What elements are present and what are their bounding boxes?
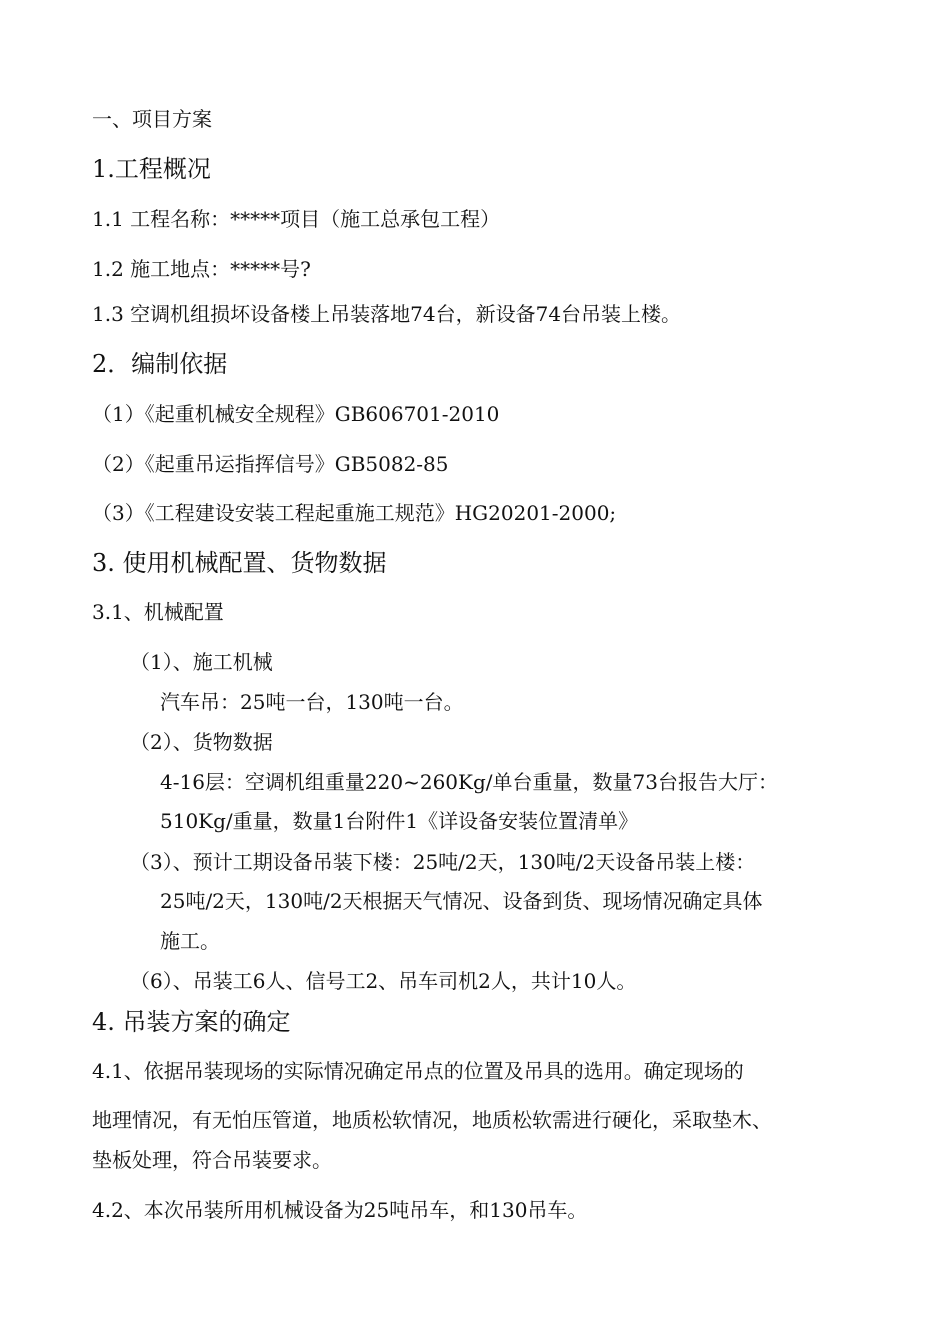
item-2-line-2: 510Kg/重量，数量1台附件1《详设备安装位置清单》 [160, 809, 639, 833]
reference-1: （1）《起重机械安全规程》GB606701-2010 [92, 402, 500, 426]
item-1-text: 汽车吊：25吨一台，130吨一台。 [160, 690, 464, 714]
heading-1: 1.工程概况 [92, 155, 211, 183]
item-3-line-3: 施工。 [160, 929, 220, 953]
para-4-1-line-2: 地理情况，有无怕压管道，地质松软情况，地质松软需进行硬化，采取垫木、 [92, 1108, 772, 1132]
item-3-line-1: （3）、预计工期设备吊装下楼：25吨/2天，130吨/2天设备吊装上楼： [130, 850, 756, 874]
heading-4: 4. 吊装方案的确定 [92, 1008, 291, 1036]
para-1-2: 1.2 施工地点：*****号? [92, 257, 311, 281]
para-4-1-line-3: 垫板处理，符合吊装要求。 [92, 1148, 332, 1172]
item-2-title: （2）、货物数据 [130, 730, 273, 754]
item-1-title: （1）、施工机械 [130, 650, 273, 674]
heading-2: 2．编制依据 [92, 350, 228, 378]
reference-3: （3）《工程建设安装工程起重施工规范》HG20201-2000; [92, 501, 617, 525]
para-1-3: 1.3 空调机组损坏设备楼上吊装落地74台，新设备74台吊装上楼。 [92, 302, 682, 326]
para-3-1: 3.1、机械配置 [92, 600, 224, 624]
para-4-2: 4.2、本次吊装所用机械设备为25吨吊车，和130吊车。 [92, 1198, 588, 1222]
item-3-line-2: 25吨/2天，130吨/2天根据天气情况、设备到货、现场情况确定具体 [160, 889, 763, 913]
item-2-line-1: 4-16层：空调机组重量220~260Kg/单台重量，数量73台报告大厅： [160, 770, 778, 794]
section-title: 一、项目方案 [92, 107, 212, 131]
para-1-1: 1.1 工程名称：*****项目（施工总承包工程） [92, 207, 501, 231]
reference-2: （2）《起重吊运指挥信号》GB5082-85 [92, 452, 449, 476]
para-4-1-line-1: 4.1、依据吊装现场的实际情况确定吊点的位置及吊具的选用。确定现场的 [92, 1059, 744, 1083]
heading-3: 3. 使用机械配置、货物数据 [92, 549, 387, 577]
item-6: （6）、吊装工6人、信号工2、吊车司机2人，共计10人。 [130, 969, 637, 993]
